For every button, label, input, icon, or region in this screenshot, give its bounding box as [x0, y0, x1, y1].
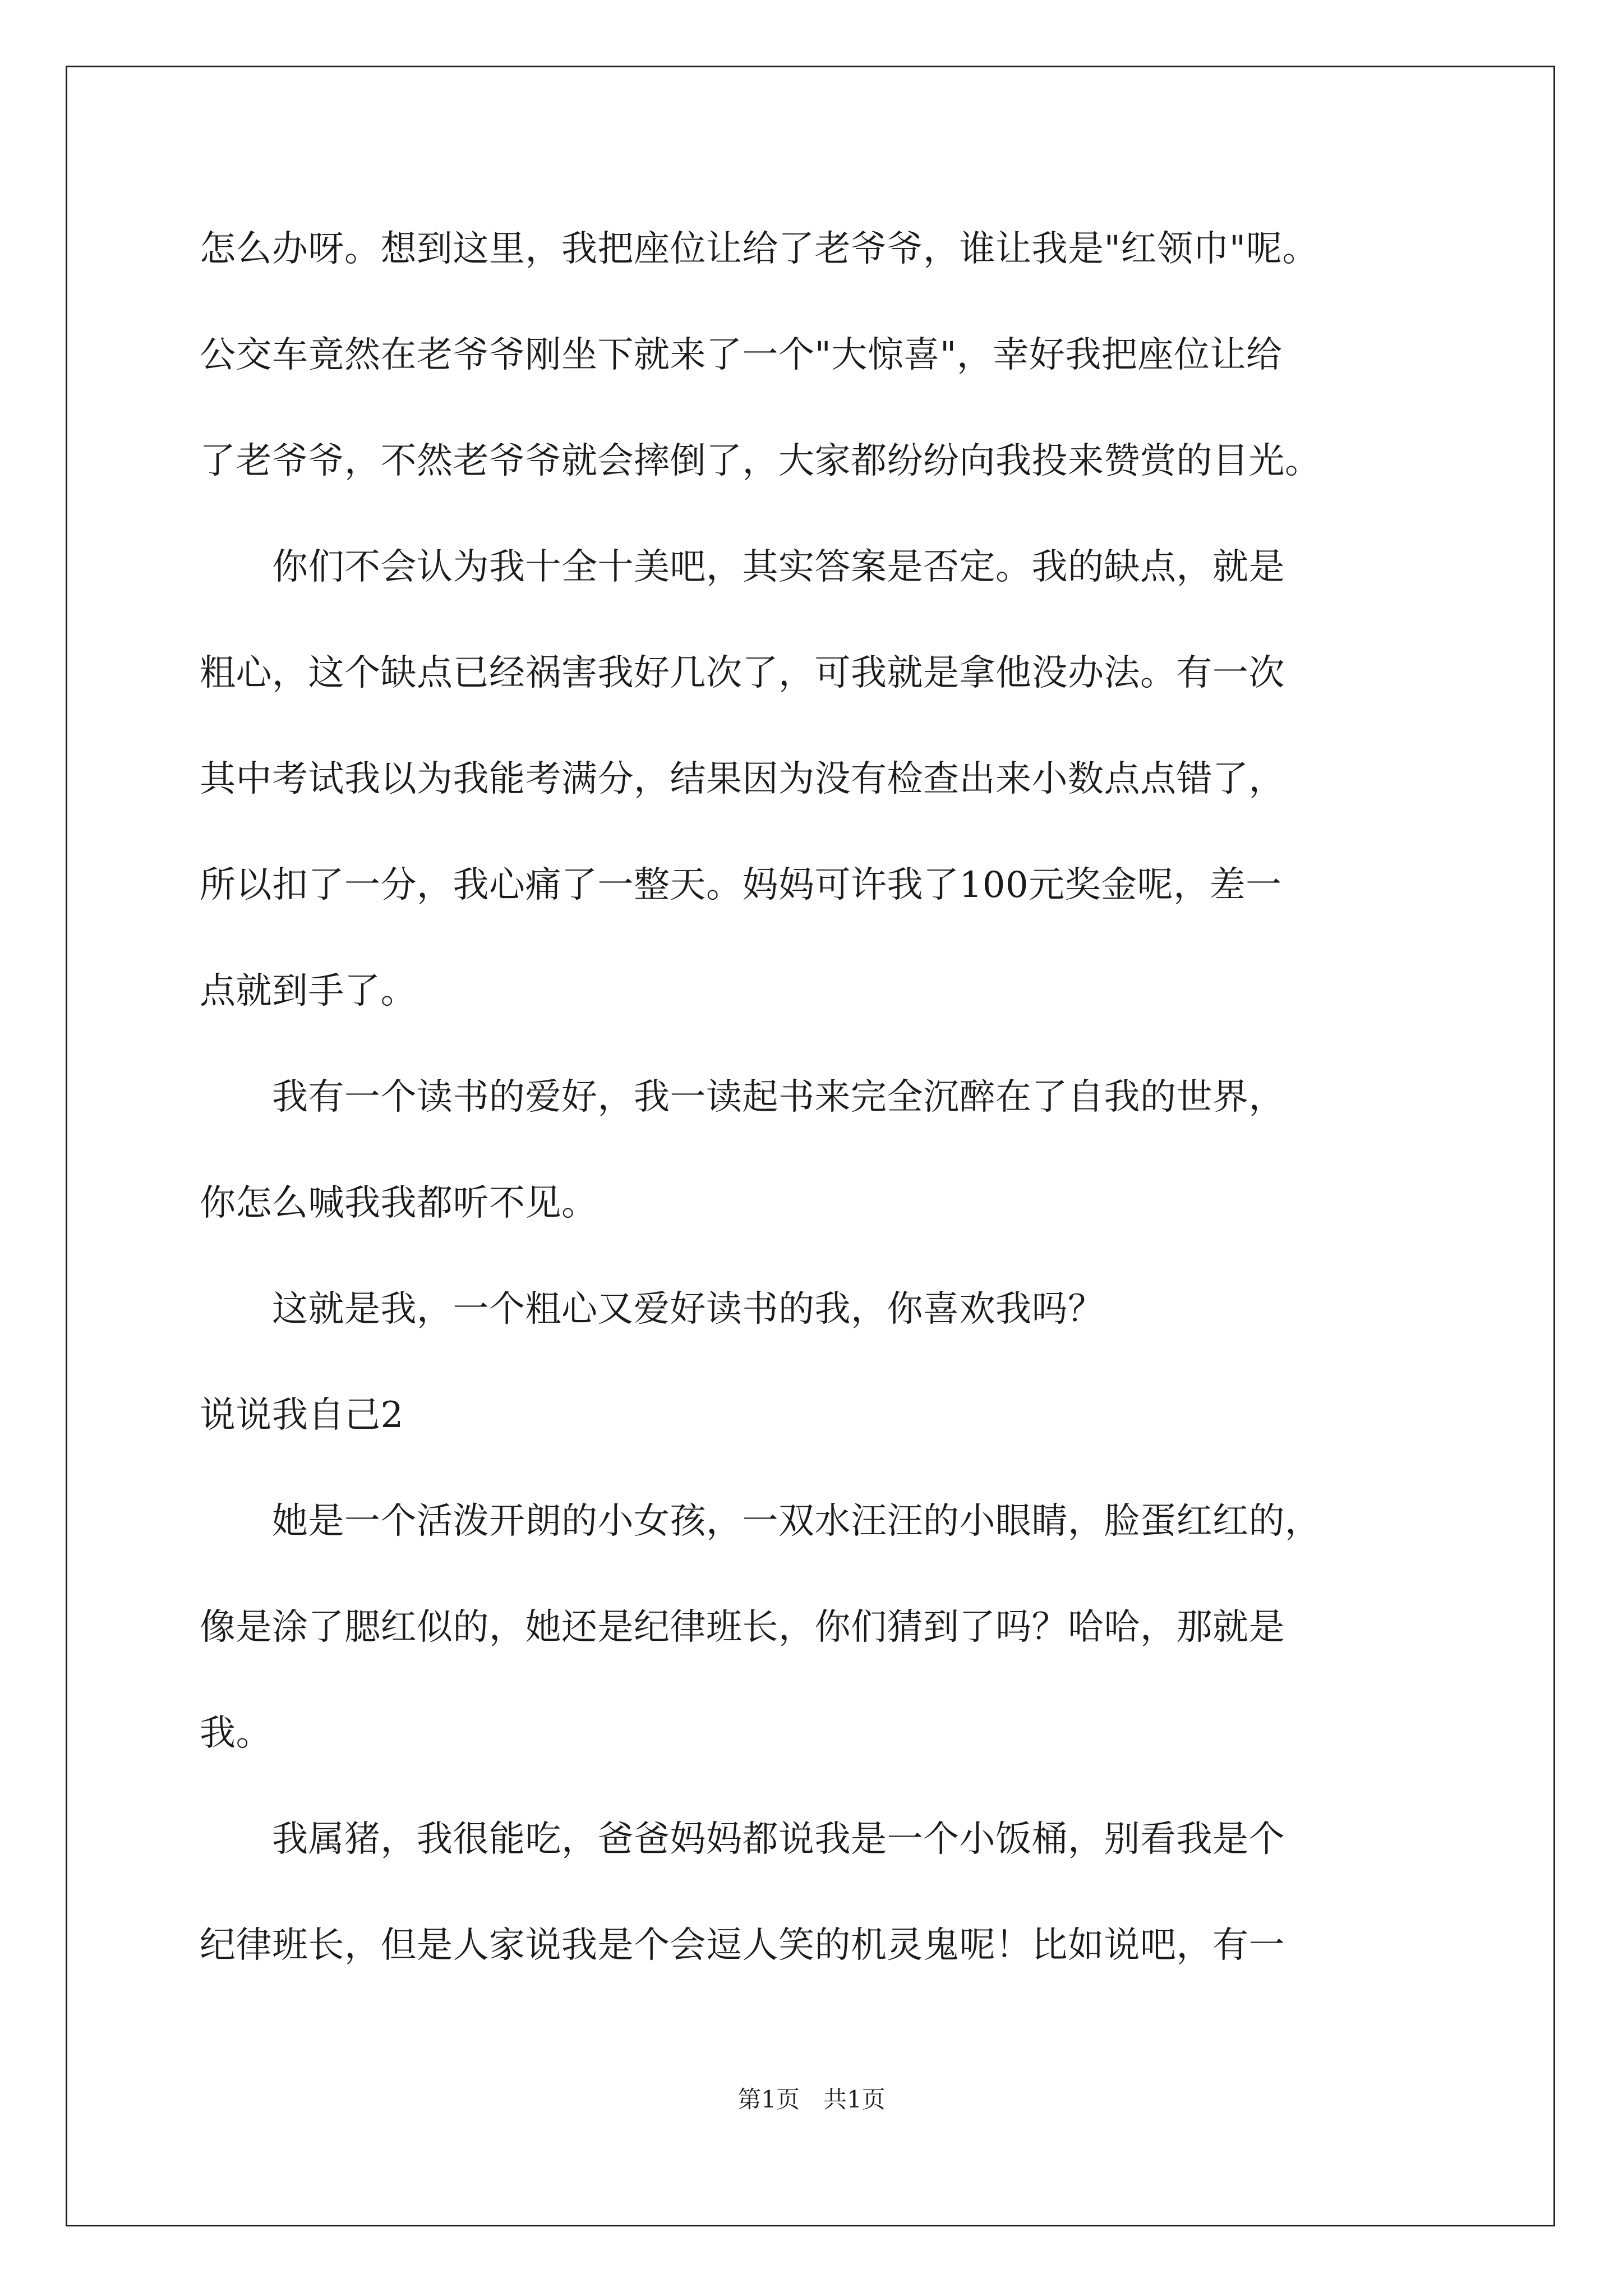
paragraph-start-line: 她是一个活泼开朗的小女孩，一双水汪汪的小眼睛，脸蛋红红的，: [200, 1501, 1321, 1542]
text-line: 其中考试我以为我能考满分，结果因为没有检查出来小数点点错了，: [200, 758, 1285, 800]
text-line: 纪律班长，但是人家说我是个会逗人笑的机灵鬼呢！比如说吧，有一: [200, 1925, 1285, 1966]
text-line: 公交车竟然在老爷爷刚坐下就来了一个"大惊喜"，幸好我把座位让给: [200, 334, 1283, 376]
text-line: 像是涂了腮红似的，她还是纪律班长，你们猜到了吗？哈哈，那就是: [200, 1607, 1285, 1648]
paragraph-start-line: 我有一个读书的爱好，我一读起书来完全沉醉在了自我的世界，: [200, 1076, 1285, 1118]
paragraph-start-line: 这就是我，一个粗心又爱好读书的我，你喜欢我吗？: [200, 1289, 1104, 1330]
paragraph-start-line: 你们不会认为我十全十美吧，其实答案是否定。我的缺点，就是: [200, 546, 1285, 588]
page-footer: 第1页 共1页: [737, 2086, 886, 2113]
section-heading: 说说我自己2: [200, 1395, 404, 1436]
page-border: [66, 66, 1555, 2226]
text-line: 怎么办呀。想到这里，我把座位让给了老爷爷，谁让我是"红领巾"呢。: [200, 228, 1318, 270]
text-line: 我。: [200, 1713, 272, 1754]
text-line: 点就到手了。: [200, 970, 417, 1012]
text-line: 所以扣了一分，我心痛了一整天。妈妈可许我了100元奖金呢，差一: [200, 864, 1282, 906]
text-line: 了老爷爷，不然老爷爷就会摔倒了，大家都纷纷向我投来赞赏的目光。: [200, 440, 1321, 482]
text-line: 你怎么喊我我都听不见。: [200, 1182, 598, 1224]
text-line: 粗心，这个缺点已经祸害我好几次了，可我就是拿他没办法。有一次: [200, 652, 1285, 694]
paragraph-start-line: 我属猪，我很能吃，爸爸妈妈都说我是一个小饭桶，别看我是个: [200, 1819, 1285, 1860]
